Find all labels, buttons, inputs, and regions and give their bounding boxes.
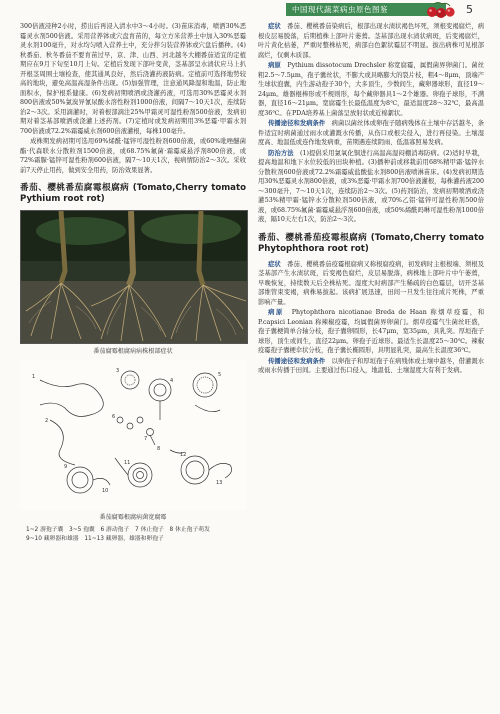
- svg-text:1: 1: [32, 374, 36, 380]
- paragraph-text: Pythium dissotocum Drechsler 称宽腐霉，属假菌界卵菌门。菌丝粗2.5～7.5μm，孢子囊丝状，不膨大或具略膨大的裂片枝，粗4～8μm，顶端产生球状泡囊，内生游动孢子30个，大多顶生，少数间生，藏卵器球形，直径19～24μm。雄器棍棒形或不规则形，每个藏卵器具1～2个雄器。卵孢子球形，不满器，直径16～21μm。宽腐霉生长最低温度为8℃，最适温度28～32℃，最高温度36℃。在PDA培养基上菌落呈放射状或近棉絮状。: [258, 62, 485, 117]
- svg-text:8: 8: [157, 446, 161, 452]
- paragraph-text: (1)提倡采用氯氧化铜进行高温高湿闷棚消毒防病。(2)适时早栽，提高地温和地下水位较低的田块种植。(3)播种前或移栽前用68%精甲霜·锰锌水分散粒剂600倍液或72.2%霜霉威盐酸盐水剂800倍液喷淋苗床。(4)发病初期选用30%恶霉灵水剂800倍液，或3%恶霉·甲霜水剂700倍液灌根，每株灌药液200～300毫升，7～10天1次，连续防治2～3次。(5)药剂防治，发病初期喷洒或浇灌53%精甲霜·锰锌水分散粒剂500倍液，或70%乙铝·锰锌可湿性粉剂500倍液，或68.75%氟菌·霜霉威悬浮剂600倍液，或50%烯酰吗啉可湿性粉剂1000倍液，隔10天左右1次，防治2～3次。: [258, 149, 484, 223]
- paragraph-lead: 传播途径和发病条件: [268, 357, 326, 365]
- disease-photo: [20, 210, 248, 344]
- pythium-structures-drawing: [20, 360, 246, 510]
- svg-text:11: 11: [124, 460, 131, 466]
- svg-text:9: 9: [64, 464, 68, 470]
- legend-line: 1~2 游孢子囊 3~5 孢囊 6 游动孢子 7 休止孢子 8 休止孢子萌发: [26, 527, 210, 533]
- left-column: [20, 22, 246, 543]
- pathogen-illustration: [20, 360, 246, 510]
- svg-text:3: 3: [116, 368, 120, 374]
- paragraph-lead: 防治方法: [268, 149, 294, 157]
- paragraph-text: 以卵孢子和厚垣孢子在病残体或土壤中越冬，借灌溉水或雨水传播于田间。主要通过伤口侵入，地温低、土壤湿度大有利于发病。: [258, 357, 485, 374]
- svg-text:7: 7: [144, 436, 148, 442]
- section-title: 番茄、樱桃番茄腐霉根腐病 (Tomato,Cherry tomato Pythium root rot): [20, 183, 246, 204]
- svg-text:12: 12: [180, 452, 187, 458]
- paragraph-text: Phytophthora nicotianae Breda de Haan 称烟草疫霉，和 P.capsici Leonian 称辣椒疫霉，均属假菌界卵菌门。烟草疫霉气生菌丝旺盛，孢子囊梗简单合轴分枝，孢子囊卵圆形，长47μm，宽35μm，具乳突。厚垣孢子球形，顶生或间生，直径22μm。卵孢子近球形。最适生长温度25～30℃。辣椒疫霉孢子囊梗伞状分枝，孢子囊长椭圆形，具明显乳突，最高生长温度36℃。: [258, 309, 485, 354]
- body-paragraph: [258, 308, 484, 356]
- right-column: [258, 22, 484, 377]
- body-paragraph: [258, 357, 484, 376]
- body-paragraph: [258, 22, 484, 60]
- root-rot-photo-illustration: [21, 211, 247, 343]
- illustration-caption: 番茄腐霉根腐病菌宽腐霉: [99, 514, 167, 521]
- page-number: 5: [466, 3, 473, 16]
- paragraph-text: 番茄、樱桃番茄疫霉根腐病又称根腐疫病，初发病时主根根端、须根及茎基部产生水渍状斑，后变褐色腐烂，皮层易脱落，病株地上部叶片中午萎蔫，早晚恢复，持续数天后全株枯死。湿度大时病部产生稀疏的白色霉层，切开茎基部维管束变褐，病株易拔起。该病扩展迅速，田间一旦发生往往成片死株，严重影响产量。: [258, 260, 485, 306]
- paragraph-lead: 症状: [268, 23, 281, 30]
- paragraph-text: 病菌以菌丝体或卵孢子随病残体在土壤中存活越冬，条件适宜时病菌通过雨水或灌溉水传播，从伤口或根尖侵入，进行再侵染。土壤湿度高、地温低或连作地发病重，苗期遇连续阴雨、低温寡照易发病。: [258, 120, 485, 146]
- cherry-icon: [420, 0, 460, 20]
- photo-caption: 番茄腐霉根腐病病株根部症状: [93, 348, 173, 355]
- body-paragraph: [258, 260, 484, 308]
- header-title: 中国现代蔬菜病虫原色图鉴: [292, 5, 388, 14]
- paragraph-lead: 病原: [268, 62, 281, 69]
- section-title: 番茄、樱桃番茄疫霉根腐病 (Tomato,Cherry tomato Phytophthora root rot): [258, 232, 484, 254]
- paragraph-lead: 病原: [268, 309, 284, 316]
- body-paragraph: [258, 149, 484, 225]
- paragraph-text: 番茄、樱桃番茄染病后，根部出现水渍状褐色坏死，须根变褐腐烂，病根皮层易脱落，后期植株上部叶片萎蔫。茎基部出现水渍状病斑，后变褐腐烂，叶片黄化枯萎，严重时整株枯死，病部白色絮状霉层不明显。拔出病株可见根部腐烂，仅剩木质部。: [258, 23, 485, 59]
- svg-text:10: 10: [102, 488, 109, 494]
- paragraph-lead: 传播途径和发病条件: [268, 120, 326, 127]
- svg-text:5: 5: [218, 372, 222, 378]
- legend-line: 9~10 藏卵器和雄器 11~13 藏卵器，雄器和卵孢子: [26, 535, 164, 542]
- svg-text:13: 13: [216, 480, 223, 486]
- figure-legend: [20, 526, 246, 543]
- svg-text:2: 2: [45, 418, 49, 424]
- body-paragraph: [258, 119, 484, 148]
- body-paragraph: 成株期发病初期可选用69%烯酰·锰锌可湿性粉剂600倍液，或60%吡唑醚菌酯·代森联水分散粒剂1500倍液，或68.75%氟菌·霜霉威悬浮剂800倍液，或72%霜脲·锰锌可湿性粉剂600倍液，隔7～10天1次，视病情防治2～3次。采收前7天停止用药，做到安全用药，防治效果显著。: [20, 138, 246, 174]
- svg-text:6: 6: [112, 414, 116, 420]
- body-paragraph: 300倍液浸种2小时，捞出后再浸入清水中3～4小时。(3)苗床消毒，喷洒30%恶霉灵水剂500倍液。采用营养钵或穴盘育苗的，每立方米营养土中加入30%恶霉灵水剂100毫升，对水均匀喷入营养土中，充分拌匀装营养钵或穴盘后播种。(4)秋番茄、秋冬番茄不要育苗过早，京、津、山西、河北越冬大棚番茄适宜的定植期应在9月下旬至10月上旬。定植后发现下部叶变黄，茎基部呈水渍状应马上扒开根茎周围土壤检查，使其通风良好，然后浇灌药液防病。定植前可选择地势较高的地块，避免高温高湿条件出现。(5)加强管理，注意通风降湿和地温，防止地面积水，保护根系健康。(6)发病初期喷洒或浇灌药液，可选用30%恶霉灵水剂800倍液或50%氯溴异氰尿酸水溶性粉剂1000倍液，间隔7～10天1次，连续防治2～3次。采用滴灌时，对着根部滴注25%甲霜灵可湿性粉剂500倍液，发病初期对着茎基部喷洒或浇灌上述药剂。(7)定植时或发病初期用3%恶霉·甲霜水剂700倍液或72.2%霜霉威水剂600倍液灌根，每株100毫升。: [20, 23, 246, 135]
- paragraph-lead: 症状: [268, 260, 281, 268]
- page-header: [0, 0, 500, 18]
- body-paragraph: [258, 61, 484, 118]
- svg-text:4: 4: [170, 378, 174, 384]
